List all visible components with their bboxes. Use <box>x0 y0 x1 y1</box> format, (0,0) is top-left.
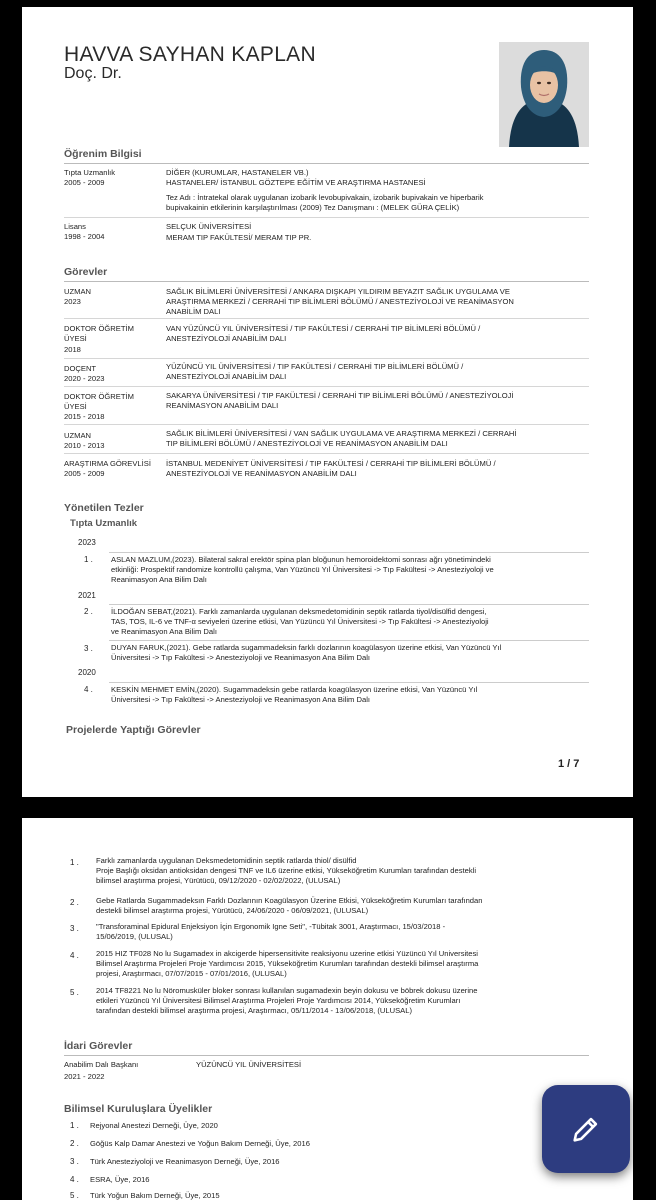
duty-role: UZMAN <box>64 431 91 440</box>
duty-years: 2015 - 2018 <box>64 412 105 421</box>
year-label: 2020 <box>78 668 96 677</box>
education-line: MERAM TIP FAKÜLTESİ/ MERAM TIP PR. <box>166 233 312 242</box>
project-line: projesi, Araştırmacı, 07/07/2015 - 07/01/2016, (ULUSAL) <box>96 969 287 978</box>
academic-title: Doç. Dr. <box>64 65 122 82</box>
divider <box>64 318 589 319</box>
project-line: 2014 TF8221 No lu Nöromusküler bloker sonrası kullanılan sugamadexin beyin dokusu ve böbrek dokusu üzerine <box>96 986 478 995</box>
divider <box>64 281 589 282</box>
project-line: 15/06/2019, (ULUSAL) <box>96 932 173 941</box>
duty-years: 2020 - 2023 <box>64 374 105 383</box>
education-line: SELÇUK ÜNİVERSİTESİ <box>166 222 252 231</box>
divider <box>109 604 589 605</box>
education-line: DİĞER (KURUMLAR, HASTANELER VB.) <box>166 168 309 177</box>
membership-item: Türk Yoğun Bakım Derneği, Üye, 2015 <box>90 1191 220 1200</box>
divider <box>109 640 589 641</box>
list-number: 3 . <box>84 644 93 653</box>
education-years: 2005 - 2009 <box>64 178 105 187</box>
section-heading-projects: Projelerde Yaptığı Görevler <box>66 724 201 736</box>
section-heading-education: Öğrenim Bilgisi <box>64 148 142 160</box>
duty-years: 2018 <box>64 345 81 354</box>
year-label: 2021 <box>78 591 96 600</box>
list-number: 3 . <box>70 1157 79 1166</box>
admin-org: YÜZÜNCÜ YIL ÜNİVERSİTESİ <box>196 1060 302 1069</box>
admin-role: Anabilim Dalı Başkanı <box>64 1060 139 1069</box>
year-label: 2023 <box>78 538 96 547</box>
list-number: 2 . <box>84 607 93 616</box>
duty-years: 2005 - 2009 <box>64 469 105 478</box>
section-heading-theses: Yönetilen Tezler <box>64 502 144 514</box>
project-line: Proje Başlığı oksidan antioksidan dengesi TNF ve IL6 üzerine etkisi, Yükseköğretim Kurumları tarafından destekli <box>96 866 477 875</box>
profile-photo <box>499 42 589 147</box>
document-page-1 <box>22 7 633 797</box>
duty-text: ANABİLİM DALI <box>166 307 221 316</box>
membership-item: ESRA, Üye, 2016 <box>90 1175 150 1184</box>
membership-item: Göğüs Kalp Damar Anestezi ve Yoğun Bakım Derneği, Üye, 2016 <box>90 1139 310 1148</box>
duty-years: 2023 <box>64 297 81 306</box>
list-number: 4 . <box>84 685 93 694</box>
duty-text: SAKARYA ÜNİVERSİTESİ / TIP FAKÜLTESİ / CERRAHİ TIP BİLİMLERİ BÖLÜMÜ / ANESTEZİYOLOJİ <box>166 391 514 400</box>
divider <box>64 453 589 454</box>
membership-item: Türk Anesteziyoloji ve Reanimasyon Derneği, Üye, 2016 <box>90 1157 280 1166</box>
section-heading-memberships: Bilimsel Kuruluşlara Üyelikler <box>64 1103 213 1115</box>
project-line: Farklı zamanlarda uygulanan Deksmedetomidinin septik ratlarda thiol/ disülfid <box>96 856 357 865</box>
thesis-entry-line: KESKİN MEHMET EMİN,(2020). Sugammadeksin gebe ratlarda koagülasyon üzerine etkisi, Van Yüzüncü Yıl <box>111 685 478 694</box>
duty-role: DOKTOR ÖĞRETİM <box>64 324 134 333</box>
thesis-entry-line: İLDOĞAN SEBAT,(2021). Farklı zamanlarda uygulanan deksmedetomidinin septik ratlarda tiyol/disülfid dengesi, <box>111 607 487 616</box>
duty-text: SAĞLIK BİLİMLERİ ÜNİVERSİTESİ / VAN SAĞLIK UYGULAMA VE ARAŞTIRMA MERKEZİ / CERRAHİ <box>166 429 517 438</box>
education-line: HASTANELER/ İSTANBUL GÖZTEPE EĞİTİM VE ARAŞTIRMA HASTANESİ <box>166 178 426 187</box>
list-number: 4 . <box>70 1175 79 1184</box>
duty-role: ÜYESİ <box>64 334 87 343</box>
duty-text: SAĞLIK BİLİMLERİ ÜNİVERSİTESİ / ANKARA DIŞKAPI YILDIRIM BEYAZIT SAĞLIK UYGULAMA VE <box>166 287 510 296</box>
person-name: HAVVA SAYHAN KAPLAN <box>64 43 316 66</box>
duty-role: DOÇENT <box>64 364 97 373</box>
thesis-entry-line: Üniversitesi -> Tıp Fakültesi -> Anesteziyoloji ve Reanimasyon Ana Bilim Dalı <box>111 695 370 704</box>
duty-text: İSTANBUL MEDENİYET ÜNİVERSİTESİ / TIP FAKÜLTESİ / CERRAHİ TIP BİLİMLERİ BÖLÜMÜ / <box>166 459 496 468</box>
thesis-entry-line: ve Reanimasyon Ana Bilim Dalı <box>111 627 217 636</box>
education-degree: Lisans <box>64 222 86 231</box>
project-line: Bilimsel Araştırma Projeleri Proje Yardımcısı 2015, Yükseköğretim Kurumları tarafından destekli bilimsel araştırma <box>96 959 479 968</box>
divider <box>109 552 589 553</box>
duty-text: REANİMASYON ANABİLİM DALI <box>166 401 279 410</box>
project-line: destekli bilimsel araştırma projesi, Yürütücü, 24/06/2020 - 06/09/2021, (ULUSAL) <box>96 906 369 915</box>
duty-role: ARAŞTIRMA GÖREVLİSİ <box>64 459 151 468</box>
thesis-entry-line: Üniversitesi -> Tıp Fakültesi -> Anesteziyoloji ve Reanimasyon Ana Bilim Dalı <box>111 653 370 662</box>
duty-text: VAN YÜZÜNCÜ YIL ÜNİVERSİTESİ / TIP FAKÜLTESİ / CERRAHİ TIP BİLİMLERİ BÖLÜMÜ / <box>166 324 481 333</box>
list-number: 1 . <box>84 555 93 564</box>
duty-text: TIP BİLİMLERİ BÖLÜMÜ / ANESTEZİYOLOJİ VE REANİMASYON ANABİLİM DALI <box>166 439 448 448</box>
list-number: 2 . <box>70 898 79 907</box>
thesis-entry-line: etkinliği: Prospektif randomize kontrollü çalışma, Van Yüzüncü Yıl Üniversitesi -> Tıp Fakültesi -> Anesteziyoloji ve <box>111 565 494 574</box>
duty-text: YÜZÜNCÜ YIL ÜNİVERSİTESİ / TIP FAKÜLTESİ / CERRAHİ TIP BİLİMLERİ BÖLÜMÜ / <box>166 362 464 371</box>
edit-button[interactable] <box>542 1085 630 1173</box>
divider <box>64 358 589 359</box>
thesis-entry-line: Reanimasyon Ana Bilim Dalı <box>111 575 207 584</box>
list-number: 5 . <box>70 988 79 997</box>
divider <box>64 217 589 218</box>
list-number: 5 . <box>70 1191 79 1200</box>
duty-text: ANESTEZİYOLOJİ VE REANİMASYON ANABİLİM DALI <box>166 469 357 478</box>
project-line: 2015 HIZ TF028 No lu Sugamadex in akcigerde hipersensitivite reaksiyonu uzerine etkisi Yüzüncü Yıl Universitesi <box>96 949 478 958</box>
section-heading-admin: İdari Görevler <box>64 1040 133 1052</box>
duty-role: ÜYESİ <box>64 402 87 411</box>
thesis-entry-line: TAS, TOS, IL-6 ve TNF-α seviyeleri üzerine etkisi, Van Yüzüncü Yıl Üniversitesi -> Tıp Fakültesi -> Anesteziyoloji <box>111 617 489 626</box>
duty-text: ANESTEZİYOLOJİ ANABİLİM DALI <box>166 334 287 343</box>
thesis-line: Tez Adı : İntratekal olarak uygulanan izobarik levobupivakain, izobarik bupivakain ve hiperbarik <box>166 193 484 202</box>
education-years: 1998 - 2004 <box>64 232 105 241</box>
list-number: 1 . <box>70 858 79 867</box>
thesis-entry-line: DUYAN FARUK,(2021). Gebe ratlarda sugammadeksin farklı dozlarının koagülasyon üzerine etkisi, Van Yüzüncü Yıl <box>111 643 502 652</box>
project-line: bilimsel araştırma projesi, Yürütücü, 09/12/2020 - 02/02/2022, (ULUSAL) <box>96 876 341 885</box>
list-number: 3 . <box>70 924 79 933</box>
divider <box>64 386 589 387</box>
membership-item: Rejyonal Anestezi Derneği, Üye, 2020 <box>90 1121 218 1130</box>
subheading-specialty: Tıpta Uzmanlık <box>70 518 138 529</box>
page-indicator: 1 / 7 <box>558 758 580 770</box>
duty-role: DOKTOR ÖĞRETİM <box>64 392 134 401</box>
duty-years: 2010 - 2013 <box>64 441 105 450</box>
duty-text: ARAŞTIRMA MERKEZİ / CERRAHİ TIP BİLİMLERİ BÖLÜMÜ / ANESTEZİYOLOJİ VE REANİMASYON <box>166 297 514 306</box>
thesis-line: bupivakainin etkilerinin karşılaştırılması (2009) Tez Danışmanı : (MELEK GÜRA ÇELİK) <box>166 203 460 212</box>
pencil-icon <box>569 1112 603 1146</box>
section-heading-duties: Görevler <box>64 266 108 278</box>
admin-years: 2021 - 2022 <box>64 1072 105 1081</box>
project-line: "Transforaminal Epidural Enjeksiyon İçin Ergonomik Igne Seti", -Tübitak 3001, Araştırmacı, 15/03/2018 - <box>96 922 446 931</box>
divider <box>64 424 589 425</box>
list-number: 4 . <box>70 951 79 960</box>
divider <box>64 1055 589 1056</box>
project-line: etkileri Yüzüncü Yıl Üniversitesi Bilimsel Araştırma Projeleri Proje Yardımcısı 2014, Yükseköğretim Kurumları <box>96 996 461 1005</box>
divider <box>109 682 589 683</box>
duty-role: UZMAN <box>64 287 91 296</box>
duty-text: ANESTEZİYOLOJİ ANABİLİM DALI <box>166 372 287 381</box>
divider <box>64 163 589 164</box>
list-number: 1 . <box>70 1121 79 1130</box>
thesis-entry-line: ASLAN MAZLUM,(2023). Bilateral sakral erektör spina plan bloğunun hemoroidektomi sonrası ağrı yönetimindeki <box>111 555 491 564</box>
project-line: Gebe Ratlarda Sugammadeksın Farklı Dozlarının Koagülasyon Üzerine Etkisi, Yükseköğretim Kurumları tarafından <box>96 896 483 905</box>
list-number: 2 . <box>70 1139 79 1148</box>
project-line: tarafından destekli bilimsel araştırma projesi, Araştırmacı, 05/11/2014 - 13/06/2018, (ULUSAL) <box>96 1006 412 1015</box>
education-degree: Tıpta Uzmanlık <box>64 168 116 177</box>
